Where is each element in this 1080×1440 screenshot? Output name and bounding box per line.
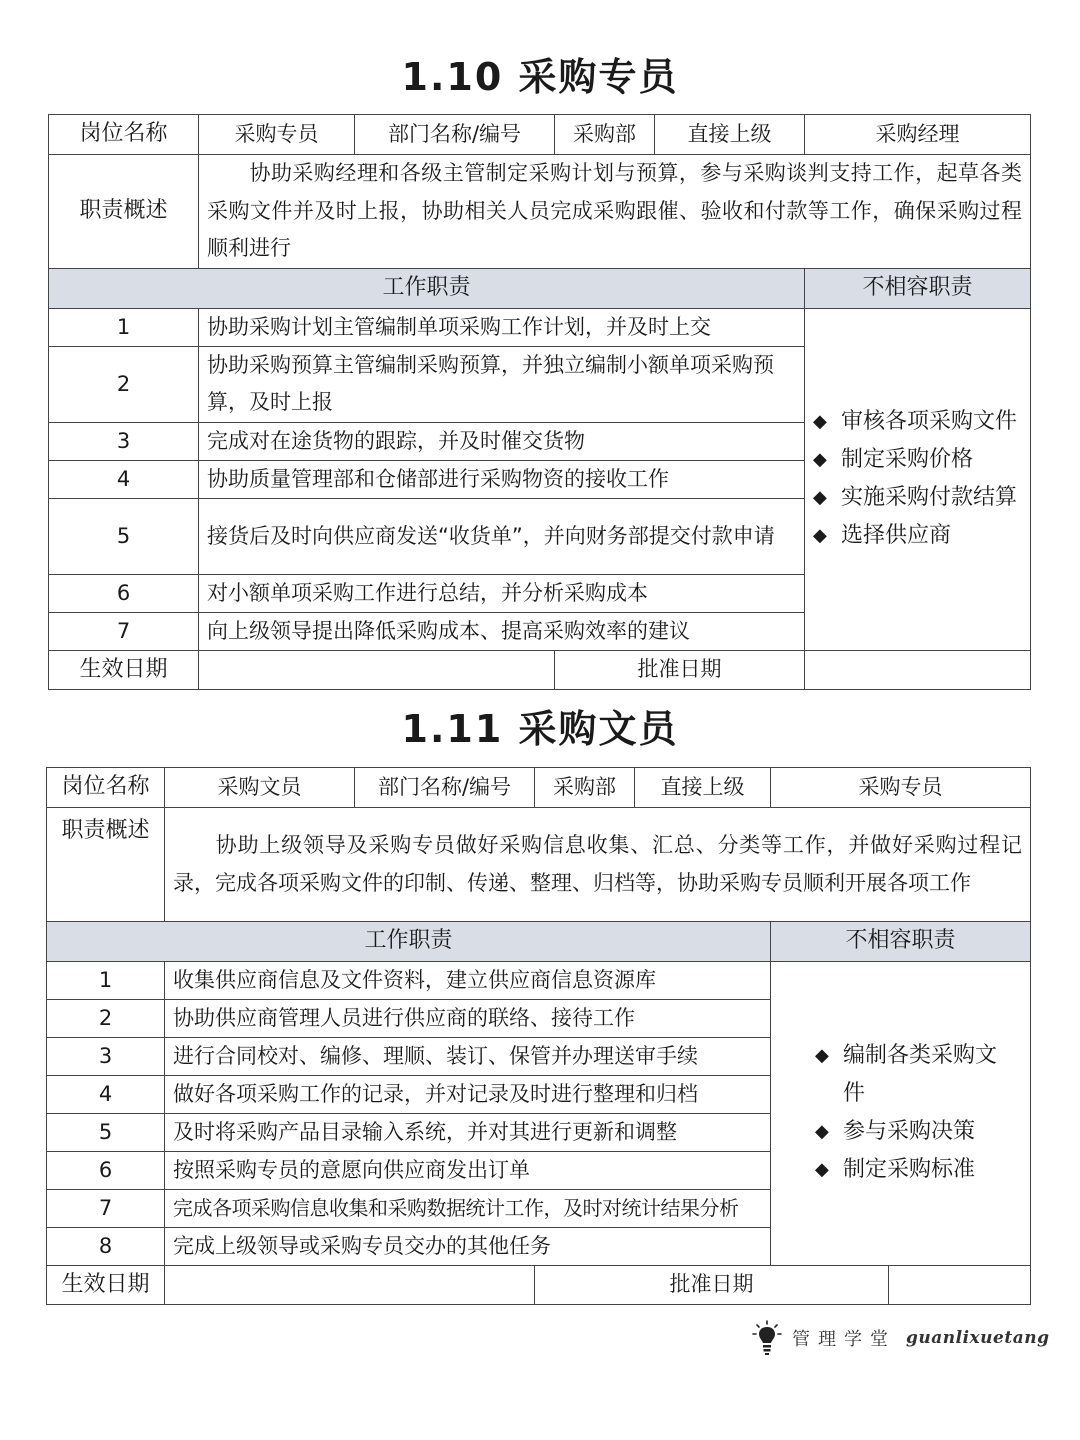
duty-text: 协助采购计划主管编制单项采购工作计划，并及时上交: [199, 308, 805, 346]
duty-number: 6: [47, 1151, 165, 1189]
duty-number: 1: [49, 308, 199, 346]
incompatible-duties-header: 不相容职责: [771, 922, 1031, 962]
incompatible-item: ◆ 制定采购价格: [813, 441, 1022, 479]
table-row: [47, 961, 1031, 999]
incompatible-item: ◆ 审核各项采购文件: [813, 403, 1022, 441]
incompatible-item: ◆ 制定采购标准: [815, 1151, 1000, 1189]
incompatible-item: ◆ 实施采购付款结算: [813, 479, 1022, 517]
duty-text: 向上级领导提出降低采购成本、提高采购效率的建议: [199, 612, 805, 650]
summary-label: 职责概述: [47, 808, 165, 922]
department-value: 采购部: [535, 768, 635, 808]
duty-text: 进行合同校对、编修、理顺、装订、保管并办理送审手续: [165, 1037, 771, 1075]
diamond-bullet-icon: ◆: [813, 449, 827, 470]
approval-date-label: 批准日期: [555, 650, 805, 690]
incompatible-duties-cell: [805, 308, 1031, 650]
duty-number: 4: [49, 460, 199, 498]
job-table-purchasing-clerk: [46, 767, 1031, 1305]
position-label: 岗位名称: [47, 768, 165, 808]
incompatible-item: ◆ 参与采购决策: [815, 1113, 1000, 1151]
department-value: 采购部: [555, 115, 655, 155]
duties-header: 工作职责: [47, 922, 771, 962]
duty-number: 6: [49, 574, 199, 612]
effective-date-label: 生效日期: [47, 1265, 165, 1305]
table-row: [49, 308, 1031, 346]
lightbulb-icon: [752, 1320, 782, 1356]
duty-text: 协助采购预算主管编制采购预算，并独立编制小额单项采购预算，及时上报: [199, 346, 805, 422]
position-value: 采购文员: [165, 768, 355, 808]
duty-number: 7: [49, 612, 199, 650]
duty-number: 4: [47, 1075, 165, 1113]
effective-date-value: [165, 1265, 535, 1305]
duty-number: 2: [49, 346, 199, 422]
duty-text: 按照采购专员的意愿向供应商发出订单: [165, 1151, 771, 1189]
section-title-1-11: 1.11 采购文员: [401, 707, 679, 751]
brand-logo: [752, 1318, 1049, 1358]
position-label: 岗位名称: [49, 115, 199, 155]
duty-number: 2: [47, 999, 165, 1037]
duty-number: 3: [47, 1037, 165, 1075]
diamond-bullet-icon: ◆: [815, 1045, 829, 1067]
duty-text: 完成上级领导或采购专员交办的其他任务: [165, 1227, 771, 1265]
duty-number: 5: [47, 1113, 165, 1151]
duty-text: 完成各项采购信息收集和采购数据统计工作，及时对统计结果分析: [165, 1189, 771, 1227]
diamond-bullet-icon: ◆: [813, 411, 827, 432]
duty-text: 接货后及时向供应商发送“收货单”，并向财务部提交付款申请: [199, 498, 805, 574]
logo-chinese-text: 管理学堂: [792, 1329, 896, 1350]
duty-text: 对小额单项采购工作进行总结，并分析采购成本: [199, 574, 805, 612]
duty-text: 协助质量管理部和仓储部进行采购物资的接收工作: [199, 460, 805, 498]
duty-text: 协助供应商管理人员进行供应商的联络、接待工作: [165, 999, 771, 1037]
duty-number: 1: [47, 961, 165, 999]
diamond-bullet-icon: ◆: [813, 525, 827, 546]
summary-label: 职责概述: [49, 155, 199, 269]
diamond-bullet-icon: ◆: [815, 1158, 829, 1180]
position-value: 采购专员: [199, 115, 355, 155]
duty-number: 8: [47, 1227, 165, 1265]
approval-date-value: [805, 650, 1031, 690]
department-label: 部门名称/编号: [355, 115, 555, 155]
duty-text: 及时将采购产品目录输入系统，并对其进行更新和调整: [165, 1113, 771, 1151]
logo-english-text: guanlixuetang: [906, 1328, 1050, 1348]
incompatible-item: ◆ 选择供应商: [813, 517, 1022, 555]
incompatible-item: ◆ 编制各类采购文件: [815, 1037, 1000, 1113]
diamond-bullet-icon: ◆: [815, 1120, 829, 1142]
incompatible-duties-header: 不相容职责: [805, 269, 1031, 309]
approval-date-label: 批准日期: [535, 1265, 889, 1305]
section-title-1-10: 1.10 采购专员: [401, 55, 679, 99]
duties-header: 工作职责: [49, 269, 805, 309]
effective-date-label: 生效日期: [49, 650, 199, 690]
duty-text: 收集供应商信息及文件资料，建立供应商信息资源库: [165, 961, 771, 999]
duty-number: 5: [49, 498, 199, 574]
duty-text: 做好各项采购工作的记录，并对记录及时进行整理和归档: [165, 1075, 771, 1113]
approval-date-value: [889, 1265, 1031, 1305]
supervisor-label: 直接上级: [655, 115, 805, 155]
summary-text: 协助上级领导及采购专员做好采购信息收集、汇总、分类等工作，并做好采购过程记录，完成各项采购文件的印制、传递、整理、归档等，协助采购专员顺利开展各项工作: [165, 808, 1031, 922]
effective-date-value: [199, 650, 555, 690]
department-label: 部门名称/编号: [355, 768, 535, 808]
duty-number: 7: [47, 1189, 165, 1227]
supervisor-value: 采购专员: [771, 768, 1031, 808]
summary-text: 协助采购经理和各级主管制定采购计划与预算，参与采购谈判支持工作，起草各类采购文件并及时上报，协助相关人员完成采购跟催、验收和付款等工作，确保采购过程顺利进行: [199, 155, 1031, 269]
duty-number: 3: [49, 422, 199, 460]
diamond-bullet-icon: ◆: [813, 487, 827, 508]
supervisor-value: 采购经理: [805, 115, 1031, 155]
supervisor-label: 直接上级: [635, 768, 771, 808]
job-table-purchasing-specialist: [48, 114, 1031, 690]
duty-text: 完成对在途货物的跟踪，并及时催交货物: [199, 422, 805, 460]
incompatible-duties-cell: [771, 961, 1031, 1265]
